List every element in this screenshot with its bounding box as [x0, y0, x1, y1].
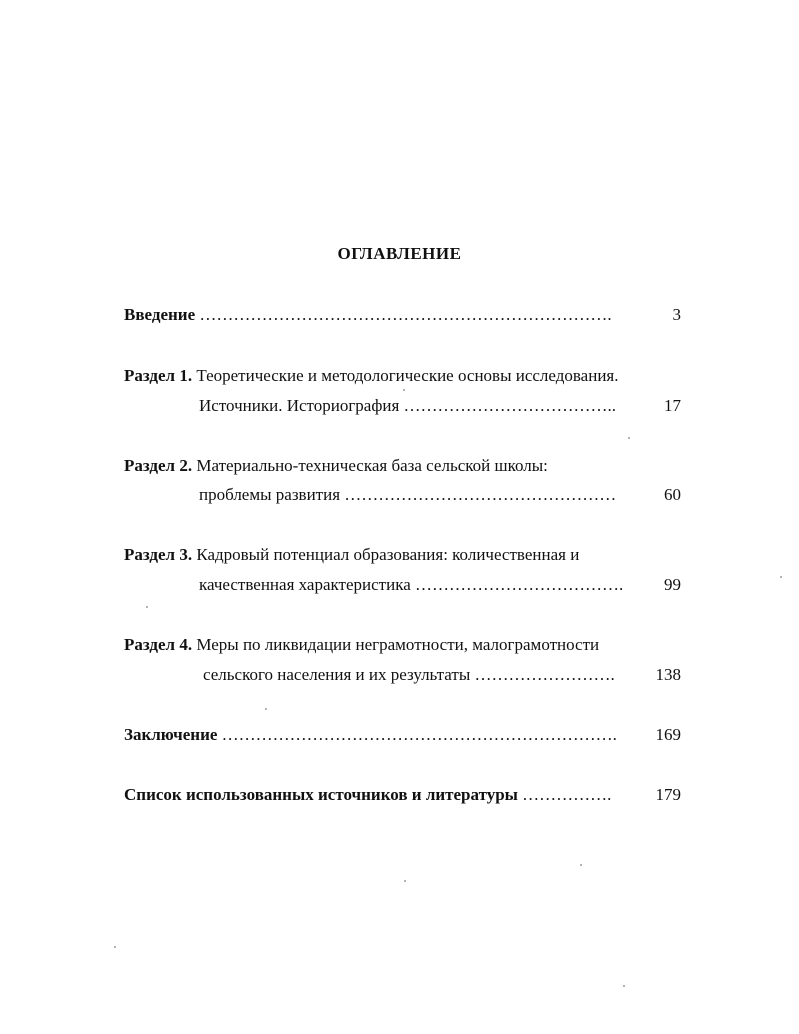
- toc-page-number: 3: [672, 305, 681, 324]
- toc-entry-section-3-continued: [199, 575, 623, 595]
- toc-entry-label: Раздел 1.: [124, 366, 193, 385]
- toc-page-number: 17: [664, 396, 681, 415]
- toc-leader-dots: …………….: [522, 785, 612, 804]
- toc-entry-label: Раздел 2.: [124, 456, 193, 475]
- toc-leader-dots: …………………….: [474, 665, 615, 684]
- toc-page-number: 99: [664, 575, 681, 594]
- toc-leader-dots: ………………………………..: [403, 396, 617, 415]
- toc-leader-dots: …………………………………………: [344, 485, 617, 504]
- scan-speck: [628, 437, 630, 439]
- toc-entry-label: Введение: [124, 305, 196, 324]
- toc-heading: ОГЛАВЛЕНИЕ: [337, 244, 462, 263]
- toc-entry-label: Раздел 3.: [124, 545, 193, 564]
- toc-entry-introduction: [124, 305, 612, 325]
- toc-entry-title: Теоретические и методологические основы исследования.: [196, 366, 619, 385]
- scan-speck: [623, 985, 625, 987]
- toc-entry-title: Кадровый потенциал образования: количественная и: [196, 545, 580, 564]
- toc-entry-title: Источники. Историография: [199, 396, 400, 415]
- scan-speck: [404, 880, 406, 882]
- toc-page-number: 60: [664, 485, 681, 504]
- scan-speck: [403, 389, 405, 391]
- toc-entry-title: качественная характеристика: [199, 575, 411, 594]
- toc-entry-title: Меры по ликвидации неграмотности, малограмотности: [196, 635, 600, 654]
- toc-entry-section-2: [124, 456, 548, 476]
- toc-entry-title: сельского населения и их результаты: [203, 665, 471, 684]
- toc-page-number: 179: [655, 785, 681, 804]
- scan-speck: [265, 708, 267, 710]
- toc-entry-section-3: [124, 545, 579, 565]
- toc-page-number: 138: [655, 665, 681, 684]
- toc-leader-dots: ……………………………….: [415, 575, 624, 594]
- toc-entry-section-4: [124, 635, 599, 655]
- toc-entry-label: Раздел 4.: [124, 635, 193, 654]
- toc-entry-section-1: [124, 366, 619, 386]
- toc-entry-title: проблемы развития: [199, 485, 341, 504]
- scan-speck: [146, 606, 148, 608]
- toc-entry-label: Заключение: [124, 725, 218, 744]
- toc-leader-dots: ……………………………………………………………….: [199, 305, 612, 324]
- toc-entry-bibliography: [124, 785, 611, 805]
- toc-entry-section-4-continued: [203, 665, 615, 685]
- scan-speck: [580, 864, 582, 866]
- toc-entry-section-1-continued: [199, 396, 616, 416]
- toc-page-number: 169: [655, 725, 681, 744]
- toc-entry-title: Материально-техническая база сельской школы:: [196, 456, 548, 475]
- scan-speck: [114, 946, 116, 948]
- toc-entry-section-2-continued: [199, 485, 616, 505]
- toc-entry-label: Список использованных источников и литературы: [124, 785, 518, 804]
- scan-speck: [780, 576, 782, 578]
- toc-entry-conclusion: [124, 725, 617, 745]
- toc-leader-dots: …………………………………………………………….: [221, 725, 617, 744]
